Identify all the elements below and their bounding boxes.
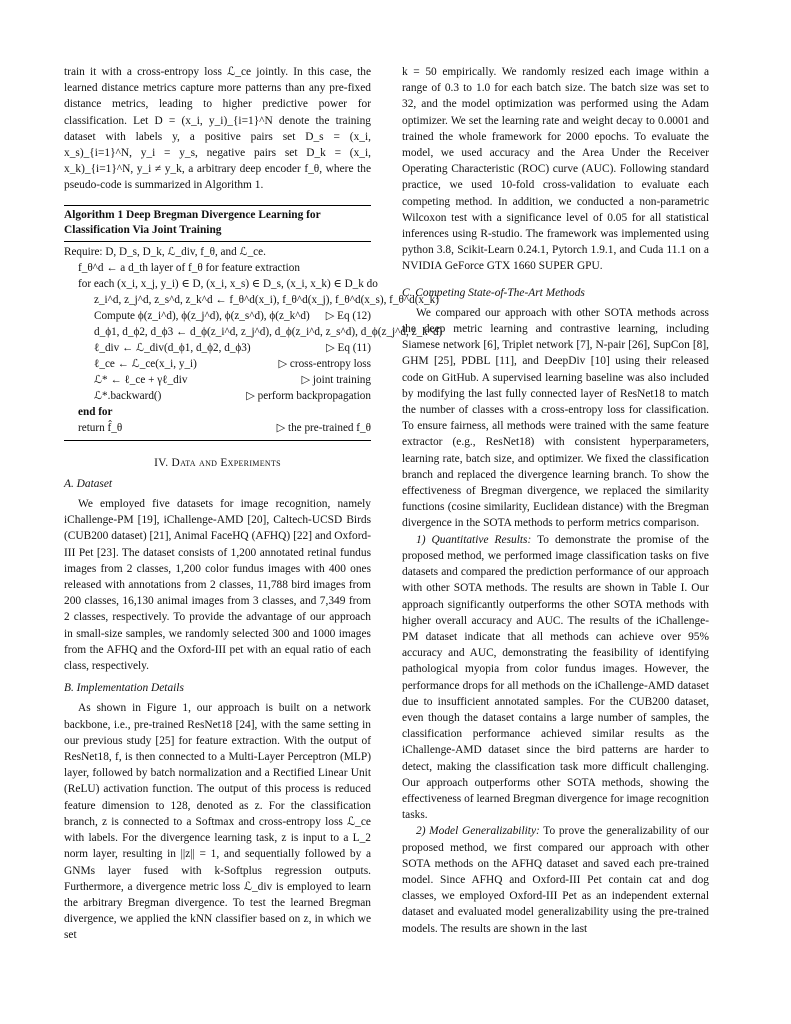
algorithm-title: Algorithm 1 Deep Bregman Divergence Learning for Classification Via Joint Training	[64, 206, 371, 242]
algorithm-line: z_i^d, z_j^d, z_s^d, z_k^d ← f_θ^d(x_i), f_θ^d(x_j), f_θ^d(x_s), f_θ^d(x_k)	[94, 293, 439, 306]
left-column	[64, 64, 443, 944]
implementation-continued-paragraph: k = 50 empirically. We randomly resized each image within a range of 0.3 to 1.0 for each batch size. The batch size was set to 32, and the model optimization was performed using the Adam optimizer. We set the learning rate and weight decay to 0.0001 and trained the whole framework for 2000 epochs. To evaluate the model, we used accuracy and the Area Under the Receiver Operating Characteristic (ROC) curve (AUC). Following standard practice, we used 10-fold cross-validation to evaluate each competing method. In addition, we conducted a non-parametric Wilcoxon test with a significance level of 0.05 for all statistical inferences using R-studio. The framework was implemented using python 3.8, Scikit-Learn 0.24.1, Pytorch 1.9.1, and Cuda 11.1 on a NVIDIA GeForce GTX 1660 SUPER GPU.	[402, 66, 709, 273]
algorithm-line: for each (x_i, x_j, y_i) ∈ D, (x_i, x_s) ∈ D_s, (x_i, x_k) ∈ D_k do	[78, 277, 378, 290]
dataset-paragraph: We employed five datasets for image recognition, namely iChallenge-PM [19], iChallenge-AMD [20], Caltech-UCSD Birds (CUB200 dataset) [21], Animal FaceHQ (AFHQ) [22] and Oxford-III Pet [23]. The dataset consists of 1,200 annotated retinal fundus images from 2 classes, 1,200 color fundus images with 400 ones released with annotations from 2 classes, 11,788 bird images from 200 classes, 16,130 animal images from 3 classes, and 7,349 from 2 classes, respectively. To provide the advantage of our approach in small-size samples, we randomly selected 300 and 1000 images from the AFHQ and the Oxford-III pet with an equal ratio of each class, respectively.	[64, 498, 371, 673]
subsection-heading: B. Implementation Details	[64, 682, 184, 695]
generalizability-text: To prove the generalizability of our proposed method, we first compared our approach with other SOTA methods on the AFHQ dataset and saved each pre-trained model. Since AFHQ and Oxford-III Pet contain cat and dog classes, we employed Oxford-III Pet as an independent external dataset and evaluated model generalizability using the pre-trained models. The results are shown in the last	[402, 825, 709, 935]
subsection-heading: C. Competing State-of-The-Art Methods	[402, 286, 585, 299]
algorithm-line: Compute ϕ(z_i^d), ϕ(z_j^d), ϕ(z_s^d), ϕ(z_k^d) ▷ Eq (12)	[94, 309, 371, 322]
subsection-heading: A. Dataset	[64, 477, 113, 490]
algorithm-line: ℒ*.backward() ▷ perform backpropagation	[94, 389, 371, 402]
algorithm-line: return f̂_θ ▷ the pre-trained f_θ	[78, 421, 371, 434]
algorithm-line: ℒ* ← ℓ_ce + γℓ_div ▷ joint training	[94, 373, 371, 386]
algorithm-line: Require: D, D_s, D_k, ℒ_div, f_θ, and ℒ_ce.	[64, 245, 266, 258]
quantitative-label: 1) Quantitative Results:	[416, 533, 532, 546]
generalizability-paragraph	[402, 823, 709, 936]
quantitative-text: To demonstrate the promise of the proposed method, we performed image classification tasks on five datasets and compared the prediction performance of our approach with other SOTA methods. The results are shown in Table I. Our approach significantly outperforms the other SOTA methods with higher overall accuracy and AUC. The results of the iChallenge-PM dataset indicate that all methods can achieve over 95% accuracy and AUC, demonstrating the feasibility of identifying pathological myopia from color fundus images. However, the performance drops for all methods on the iChallenge-AMD dataset due to insufficient annotated samples. For the CUB200 dataset, even though the dataset contains a large number of samples, the classification performance achieved similar results as the iChallenge-AMD dataset since the bird patterns are harder to detect, making the classification task more difficult challenging. Our approach outperforms other SOTA methods, showing the effectiveness of learned Bregman divergence for image recognition tasks.	[402, 533, 709, 822]
section-heading: IV. Data and Experiments	[154, 456, 281, 469]
algorithm-line: f_θ^d ← a d_th layer of f_θ for feature extraction	[78, 261, 300, 274]
algorithm-body	[64, 242, 443, 440]
quantitative-paragraph	[402, 532, 709, 824]
intro-paragraph: train it with a cross-entropy loss ℒ_ce jointly. In this case, the learned distance metrics capture more patterns than any pre-fixed distance metrics, leading to higher predictive power for classification. Let D = (x_i, y_i)_{i=1}^N denote the training dataset with labels y, a positive pairs set D_s = (x_i, x_s)_{i=1}^N, y_i = y_s, negative pairs set D_k = (x_i, x_k)_{i=1}^N, y_i ≠ y_k, a arbitrary deep encoder f_θ, where the pseudo-code is summarized in Algorithm 1.	[64, 66, 371, 192]
right-column	[402, 64, 709, 937]
algorithm-line: ℓ_div ← ℒ_div(d_ϕ1, d_ϕ2, d_ϕ3) ▷ Eq (11)	[94, 341, 371, 354]
algorithm-line: d_ϕ1, d_ϕ2, d_ϕ3 ← d_ϕ(z_i^d, z_j^d), d_ϕ(z_i^d, z_s^d), d_ϕ(z_j^d, z_k^d)	[94, 325, 443, 338]
algorithm-line: ℓ_ce ← ℒ_ce(x_i, y_i) ▷ cross-entropy loss	[94, 357, 371, 370]
generalizability-label: 2) Model Generalizability:	[416, 825, 540, 838]
algorithm-line: end for	[78, 405, 113, 418]
implementation-paragraph: As shown in Figure 1, our approach is built on a network backbone, i.e., pre-trained ResNet18 [24], with the same setting in our previous study [25] for feature extraction. With the output of ResNet18, f, is then connected to a Multi-Layer Perceptron (MLP) layer, followed by batch normalization and a Rectified Linear Unit (ReLU) activation function. The output of this process is reduced feature dimension to 128, denoted as z. For the classification branch, z is connected to a Softmax and cross-entropy loss ℒ_ce with labels. For the divergence learning task, z is input to a L_2 norm layer, resulting in ||z|| = 1, and sequentially followed by a GNMs layer fused with k-Softplus regression outputs. Furthermore, a divergence metric loss ℒ_div is employed to learn the arbitrary Bregman divergence. To test the learned Bregman divergence, we applied the kNN classifier based on z, in which we set	[64, 702, 371, 942]
algorithm-box	[64, 205, 443, 441]
sota-paragraph: We compared our approach with other SOTA methods across the deep metric learning and contrastive learning, including Siamese network [6], Triplet network [7], N-pair [26], SupCon [8], GHM [25], PDBL [11], and DeepDiv [10] using their released code on GitHub. A supervised learning baseline was also included by modifying the last fully connected layer of ResNet18 to match the number of classes with a cross-entropy loss for classification. To ensure fairness, all methods were trained with the same feature extractor (e.g., ResNet18) with consistent hyperparameters, learning rate, batch size, and optimizer. We fixed the classification branch and replaced the divergence learning branch. To show the effectiveness of Bregman divergence, we replaced the similarity functions (cosine similarity, Euclidean distance) with the Bregman divergence in the SOTA methods to perform metrics comparison.	[402, 306, 709, 530]
